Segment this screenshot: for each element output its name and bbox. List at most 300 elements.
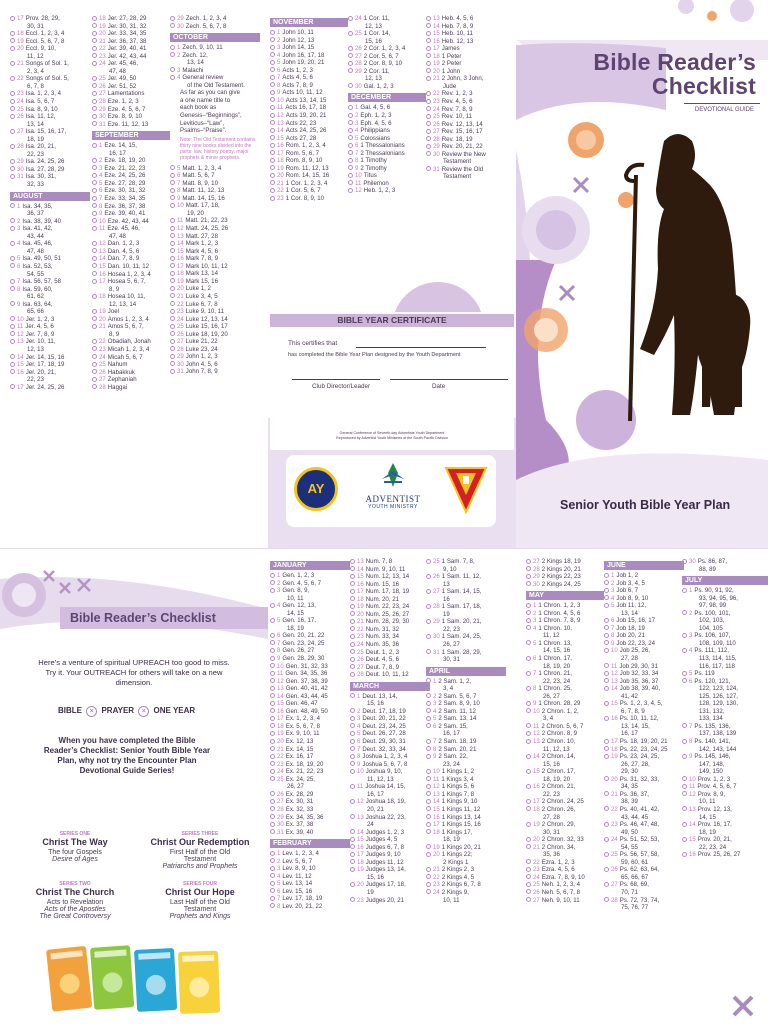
- reading-entry[interactable]: [526, 625, 604, 633]
- checkbox-circle[interactable]: [270, 739, 275, 744]
- reading-entry[interactable]: [350, 768, 430, 776]
- checkbox-circle[interactable]: [270, 858, 275, 863]
- reading-entry[interactable]: [350, 753, 430, 761]
- reading-entry[interactable]: [270, 821, 350, 829]
- checkbox-circle[interactable]: [426, 61, 431, 66]
- checkbox-circle[interactable]: [170, 75, 175, 80]
- reading-entry[interactable]: [426, 814, 506, 822]
- reading-entry[interactable]: [426, 791, 506, 799]
- reading-entry[interactable]: [348, 150, 426, 158]
- reading-entry[interactable]: [270, 888, 350, 896]
- checkbox-circle[interactable]: [10, 331, 15, 336]
- checkbox-circle[interactable]: [270, 896, 275, 901]
- reading-entry[interactable]: [350, 664, 430, 672]
- checkbox-circle[interactable]: [350, 574, 355, 579]
- reading-entry[interactable]: [170, 165, 260, 173]
- reading-entry[interactable]: [426, 75, 514, 83]
- checkbox-circle[interactable]: [270, 618, 275, 623]
- reading-entry[interactable]: [10, 384, 90, 392]
- reading-entry[interactable]: [604, 685, 684, 693]
- checkbox-circle[interactable]: [92, 61, 97, 66]
- checkbox-circle[interactable]: [604, 663, 609, 668]
- checkbox-circle[interactable]: [92, 256, 97, 261]
- checkbox-circle[interactable]: [604, 678, 609, 683]
- checkbox-circle[interactable]: [170, 324, 175, 329]
- reading-entry[interactable]: [348, 104, 426, 112]
- reading-entry[interactable]: [270, 738, 350, 746]
- reading-entry[interactable]: [10, 90, 90, 98]
- checkbox-circle[interactable]: [426, 701, 431, 706]
- reading-entry[interactable]: [270, 632, 350, 640]
- reading-entry[interactable]: [426, 723, 506, 731]
- reading-entry[interactable]: [270, 135, 348, 143]
- reading-entry[interactable]: [526, 640, 604, 648]
- checkbox-circle[interactable]: [350, 634, 355, 639]
- reading-entry[interactable]: [170, 346, 260, 354]
- reading-entry[interactable]: [426, 776, 506, 784]
- reading-entry[interactable]: [426, 60, 514, 68]
- reading-entry[interactable]: [426, 128, 514, 136]
- checkbox-circle[interactable]: [682, 588, 687, 593]
- checkbox-circle[interactable]: [348, 46, 353, 51]
- checkbox-circle[interactable]: [682, 791, 687, 796]
- reading-entry[interactable]: [10, 113, 90, 121]
- checkbox-circle[interactable]: [92, 248, 97, 253]
- checkbox-circle[interactable]: [426, 678, 431, 683]
- reading-entry[interactable]: [270, 768, 350, 776]
- checkbox-circle[interactable]: [350, 559, 355, 564]
- checkbox-circle[interactable]: [426, 791, 431, 796]
- reading-entry[interactable]: [10, 361, 90, 369]
- reading-entry[interactable]: [604, 595, 684, 603]
- reading-entry[interactable]: [170, 15, 260, 23]
- checkbox-circle[interactable]: [170, 331, 175, 336]
- checkbox-circle[interactable]: [270, 588, 275, 593]
- reading-entry[interactable]: [10, 316, 90, 324]
- reading-entry[interactable]: [92, 316, 170, 324]
- reading-entry[interactable]: [526, 844, 604, 852]
- checkbox-circle[interactable]: [348, 120, 353, 125]
- checkbox-circle[interactable]: [270, 37, 275, 42]
- checkbox-circle[interactable]: [426, 129, 431, 134]
- reading-entry[interactable]: [92, 38, 170, 46]
- reading-entry[interactable]: [426, 15, 514, 23]
- checkbox-circle[interactable]: [270, 814, 275, 819]
- checkbox-circle[interactable]: [270, 761, 275, 766]
- checkbox-circle[interactable]: [10, 339, 15, 344]
- checkbox-circle[interactable]: [526, 723, 531, 728]
- reading-entry[interactable]: [92, 75, 170, 83]
- reading-entry[interactable]: [10, 263, 90, 271]
- reading-entry[interactable]: [170, 187, 260, 195]
- reading-entry[interactable]: [270, 617, 350, 625]
- checkbox-circle[interactable]: [170, 173, 175, 178]
- reading-entry[interactable]: [682, 670, 768, 678]
- checkbox-circle[interactable]: [350, 581, 355, 586]
- reading-entry[interactable]: [170, 180, 260, 188]
- checkbox-circle[interactable]: [682, 852, 687, 857]
- reading-entry[interactable]: [10, 98, 90, 106]
- checkbox-circle[interactable]: [682, 739, 687, 744]
- reading-entry[interactable]: [170, 293, 260, 301]
- reading-entry[interactable]: [10, 30, 90, 38]
- reading-entry[interactable]: [170, 316, 260, 324]
- reading-entry[interactable]: [170, 255, 260, 263]
- reading-entry[interactable]: [426, 798, 506, 806]
- reading-entry[interactable]: [526, 573, 604, 581]
- checkbox-circle[interactable]: [270, 128, 275, 133]
- reading-entry[interactable]: [426, 45, 514, 53]
- checkbox-circle[interactable]: [526, 874, 531, 879]
- checkbox-circle[interactable]: [426, 574, 431, 579]
- reading-entry[interactable]: [350, 633, 430, 641]
- checkbox-circle[interactable]: [604, 618, 609, 623]
- reading-entry[interactable]: [92, 15, 170, 23]
- checkbox-circle[interactable]: [604, 633, 609, 638]
- checkbox-circle[interactable]: [92, 158, 97, 163]
- checkbox-circle[interactable]: [682, 678, 687, 683]
- checkbox-circle[interactable]: [92, 384, 97, 389]
- checkbox-circle[interactable]: [348, 105, 353, 110]
- reading-entry[interactable]: [350, 851, 430, 859]
- checkbox-circle[interactable]: [348, 165, 353, 170]
- reading-entry[interactable]: [604, 602, 684, 610]
- checkbox-circle[interactable]: [170, 278, 175, 283]
- checkbox-circle[interactable]: [426, 106, 431, 111]
- reading-entry[interactable]: [426, 783, 506, 791]
- reading-entry[interactable]: [350, 626, 430, 634]
- checkbox-circle[interactable]: [604, 822, 609, 827]
- checkbox-circle[interactable]: [350, 746, 355, 751]
- reading-entry[interactable]: [526, 859, 604, 867]
- checkbox-circle[interactable]: [10, 369, 15, 374]
- checkbox-circle[interactable]: [170, 339, 175, 344]
- reading-entry[interactable]: [270, 746, 350, 754]
- checkbox-circle[interactable]: [426, 151, 431, 156]
- reading-entry[interactable]: [348, 15, 426, 23]
- checkbox-circle[interactable]: [270, 663, 275, 668]
- checkbox-circle[interactable]: [92, 211, 97, 216]
- reading-entry[interactable]: [170, 202, 260, 210]
- checkbox-circle[interactable]: [270, 603, 275, 608]
- reading-entry[interactable]: [270, 865, 350, 873]
- checkbox-circle[interactable]: [270, 105, 275, 110]
- reading-entry[interactable]: [270, 685, 350, 693]
- reading-entry[interactable]: [426, 851, 506, 859]
- checkbox-circle[interactable]: [604, 588, 609, 593]
- reading-entry[interactable]: [92, 376, 170, 384]
- reading-entry[interactable]: [270, 127, 348, 135]
- reading-entry[interactable]: [270, 678, 350, 686]
- checkbox-circle[interactable]: [426, 822, 431, 827]
- checkbox-circle[interactable]: [426, 559, 431, 564]
- checkbox-circle[interactable]: [10, 354, 15, 359]
- checkbox-circle[interactable]: [350, 844, 355, 849]
- checkbox-circle[interactable]: [350, 739, 355, 744]
- checkbox-circle[interactable]: [92, 143, 97, 148]
- reading-entry[interactable]: [270, 670, 350, 678]
- checkbox-circle[interactable]: [426, 716, 431, 721]
- reading-entry[interactable]: [426, 573, 506, 581]
- checkbox-circle[interactable]: [10, 91, 15, 96]
- reading-entry[interactable]: [270, 165, 348, 173]
- checkbox-circle[interactable]: [270, 173, 275, 178]
- checkbox-circle[interactable]: [682, 754, 687, 759]
- reading-entry[interactable]: [170, 270, 260, 278]
- checkbox-circle[interactable]: [682, 837, 687, 842]
- reading-entry[interactable]: [604, 617, 684, 625]
- checkbox-circle[interactable]: [426, 769, 431, 774]
- reading-entry[interactable]: [170, 225, 260, 233]
- checkbox-circle[interactable]: [526, 618, 531, 623]
- reading-entry[interactable]: [426, 708, 506, 716]
- checkbox-circle[interactable]: [350, 611, 355, 616]
- reading-entry[interactable]: [270, 880, 350, 888]
- reading-entry[interactable]: [10, 369, 90, 377]
- checkbox-circle[interactable]: [526, 731, 531, 736]
- reading-entry[interactable]: [92, 271, 170, 279]
- checkbox-circle[interactable]: [426, 46, 431, 51]
- checkbox-circle[interactable]: [270, 671, 275, 676]
- checkbox-circle[interactable]: [348, 173, 353, 178]
- checkbox-circle[interactable]: [170, 316, 175, 321]
- checkbox-circle[interactable]: [350, 867, 355, 872]
- reading-entry[interactable]: [170, 172, 260, 180]
- reading-entry[interactable]: [526, 866, 604, 874]
- reading-entry[interactable]: [92, 121, 170, 129]
- checkbox-circle[interactable]: [350, 852, 355, 857]
- checkbox-circle[interactable]: [92, 16, 97, 21]
- checkbox-circle[interactable]: [426, 882, 431, 887]
- checkbox-circle[interactable]: [92, 369, 97, 374]
- reading-entry[interactable]: [170, 67, 260, 75]
- reading-entry[interactable]: [604, 700, 684, 708]
- checkbox-circle[interactable]: [350, 754, 355, 759]
- reading-entry[interactable]: [350, 746, 430, 754]
- checkbox-circle[interactable]: [426, 844, 431, 849]
- checkbox-circle[interactable]: [92, 362, 97, 367]
- checkbox-circle[interactable]: [92, 263, 97, 268]
- checkbox-circle[interactable]: [682, 559, 687, 564]
- checkbox-circle[interactable]: [526, 822, 531, 827]
- checkbox-circle[interactable]: [348, 68, 353, 73]
- reading-entry[interactable]: [92, 165, 170, 173]
- checkbox-circle[interactable]: [10, 159, 15, 164]
- reading-entry[interactable]: [270, 655, 350, 663]
- checkbox-circle[interactable]: [526, 769, 531, 774]
- checkbox-circle[interactable]: [350, 799, 355, 804]
- reading-entry[interactable]: [604, 866, 684, 874]
- reading-entry[interactable]: [350, 761, 430, 769]
- checkbox-circle[interactable]: [426, 806, 431, 811]
- reading-entry[interactable]: [92, 346, 170, 354]
- reading-entry[interactable]: [604, 897, 684, 905]
- reading-entry[interactable]: [270, 142, 348, 150]
- reading-entry[interactable]: [270, 776, 350, 784]
- reading-entry[interactable]: [426, 588, 506, 596]
- reading-entry[interactable]: [92, 225, 170, 233]
- reading-entry[interactable]: [426, 38, 514, 46]
- checkbox-circle[interactable]: [350, 731, 355, 736]
- checkbox-circle[interactable]: [92, 114, 97, 119]
- checkbox-circle[interactable]: [270, 90, 275, 95]
- reading-entry[interactable]: [270, 104, 348, 112]
- reading-entry[interactable]: [270, 150, 348, 158]
- reading-entry[interactable]: [426, 649, 506, 657]
- reading-entry[interactable]: [270, 873, 350, 881]
- checkbox-circle[interactable]: [604, 754, 609, 759]
- checkbox-circle[interactable]: [92, 377, 97, 382]
- checkbox-circle[interactable]: [526, 574, 531, 579]
- reading-entry[interactable]: [426, 806, 506, 814]
- reading-entry[interactable]: [682, 821, 768, 829]
- checkbox-circle[interactable]: [350, 693, 355, 698]
- reading-entry[interactable]: [350, 581, 430, 589]
- checkbox-circle[interactable]: [170, 369, 175, 374]
- reading-entry[interactable]: [170, 233, 260, 241]
- reading-entry[interactable]: [10, 106, 90, 114]
- reading-entry[interactable]: [270, 195, 348, 203]
- reading-entry[interactable]: [350, 708, 430, 716]
- checkbox-circle[interactable]: [170, 286, 175, 291]
- reading-entry[interactable]: [348, 157, 426, 165]
- checkbox-circle[interactable]: [270, 851, 275, 856]
- checkbox-circle[interactable]: [92, 53, 97, 58]
- checkbox-circle[interactable]: [10, 38, 15, 43]
- reading-entry[interactable]: [10, 143, 90, 151]
- checkbox-circle[interactable]: [348, 180, 353, 185]
- checkbox-circle[interactable]: [604, 776, 609, 781]
- reading-entry[interactable]: [350, 588, 430, 596]
- checkbox-circle[interactable]: [10, 129, 15, 134]
- reading-entry[interactable]: [350, 814, 430, 822]
- reading-entry[interactable]: [350, 715, 430, 723]
- checkbox-circle[interactable]: [10, 99, 15, 104]
- reading-entry[interactable]: [92, 248, 170, 256]
- reading-entry[interactable]: [526, 617, 604, 625]
- reading-entry[interactable]: [350, 881, 430, 889]
- reading-entry[interactable]: [92, 23, 170, 31]
- reading-entry[interactable]: [604, 836, 684, 844]
- reading-entry[interactable]: [426, 844, 506, 852]
- checkbox-circle[interactable]: [10, 174, 15, 179]
- reading-entry[interactable]: [92, 354, 170, 362]
- checkbox-circle[interactable]: [270, 180, 275, 185]
- reading-entry[interactable]: [92, 157, 170, 165]
- reading-entry[interactable]: [348, 30, 426, 38]
- reading-entry[interactable]: [92, 255, 170, 263]
- reading-entry[interactable]: [270, 798, 350, 806]
- checkbox-circle[interactable]: [270, 716, 275, 721]
- reading-entry[interactable]: [604, 851, 684, 859]
- checkbox-circle[interactable]: [10, 46, 15, 51]
- checkbox-circle[interactable]: [426, 776, 431, 781]
- checkbox-circle[interactable]: [426, 852, 431, 857]
- checkbox-circle[interactable]: [10, 301, 15, 306]
- reading-entry[interactable]: [350, 603, 430, 611]
- checkbox-circle[interactable]: [270, 903, 275, 908]
- checkbox-circle[interactable]: [350, 664, 355, 669]
- checkbox-circle[interactable]: [426, 829, 431, 834]
- reading-entry[interactable]: [10, 301, 90, 309]
- checkbox-circle[interactable]: [682, 822, 687, 827]
- checkbox-circle[interactable]: [348, 128, 353, 133]
- reading-entry[interactable]: [426, 753, 506, 761]
- checkbox-circle[interactable]: [682, 610, 687, 615]
- checkbox-circle[interactable]: [92, 218, 97, 223]
- reading-entry[interactable]: [682, 836, 768, 844]
- checkbox-circle[interactable]: [92, 271, 97, 276]
- checkbox-circle[interactable]: [270, 143, 275, 148]
- reading-entry[interactable]: [350, 566, 430, 574]
- reading-entry[interactable]: [10, 128, 90, 136]
- reading-entry[interactable]: [526, 700, 604, 708]
- checkbox-circle[interactable]: [92, 203, 97, 208]
- checkbox-circle[interactable]: [270, 150, 275, 155]
- checkbox-circle[interactable]: [10, 226, 15, 231]
- checkbox-circle[interactable]: [426, 144, 431, 149]
- checkbox-circle[interactable]: [10, 286, 15, 291]
- reading-entry[interactable]: [348, 120, 426, 128]
- reading-entry[interactable]: [426, 98, 514, 106]
- reading-entry[interactable]: [682, 632, 768, 640]
- checkbox-circle[interactable]: [270, 52, 275, 57]
- checkbox-circle[interactable]: [270, 731, 275, 736]
- reading-entry[interactable]: [526, 723, 604, 731]
- checkbox-circle[interactable]: [426, 739, 431, 744]
- checkbox-circle[interactable]: [92, 279, 97, 284]
- reading-entry[interactable]: [10, 45, 90, 53]
- reading-entry[interactable]: [92, 142, 170, 150]
- reading-entry[interactable]: [526, 670, 604, 678]
- checkbox-circle[interactable]: [92, 188, 97, 193]
- checkbox-circle[interactable]: [10, 144, 15, 149]
- reading-entry[interactable]: [350, 738, 430, 746]
- checkbox-circle[interactable]: [350, 619, 355, 624]
- checkbox-circle[interactable]: [348, 16, 353, 21]
- reading-entry[interactable]: [526, 730, 604, 738]
- reading-entry[interactable]: [170, 323, 260, 331]
- checkbox-circle[interactable]: [10, 166, 15, 171]
- reading-entry[interactable]: [92, 83, 170, 91]
- checkbox-circle[interactable]: [604, 806, 609, 811]
- reading-entry[interactable]: [270, 903, 350, 911]
- reading-entry[interactable]: [426, 700, 506, 708]
- checkbox-circle[interactable]: [170, 354, 175, 359]
- reading-entry[interactable]: [270, 715, 350, 723]
- reading-entry[interactable]: [10, 203, 90, 211]
- checkbox-circle[interactable]: [350, 657, 355, 662]
- checkbox-circle[interactable]: [426, 754, 431, 759]
- checkbox-circle[interactable]: [10, 362, 15, 367]
- reading-entry[interactable]: [350, 798, 430, 806]
- reading-entry[interactable]: [270, 37, 348, 45]
- checkbox-circle[interactable]: [604, 716, 609, 721]
- reading-entry[interactable]: [270, 82, 348, 90]
- reading-entry[interactable]: [92, 369, 170, 377]
- reading-entry[interactable]: [604, 881, 684, 889]
- reading-entry[interactable]: [426, 715, 506, 723]
- checkbox-circle[interactable]: [350, 761, 355, 766]
- checkbox-circle[interactable]: [10, 316, 15, 321]
- checkbox-circle[interactable]: [348, 61, 353, 66]
- checkbox-circle[interactable]: [604, 648, 609, 653]
- checkbox-circle[interactable]: [270, 82, 275, 87]
- reading-entry[interactable]: [270, 708, 350, 716]
- checkbox-circle[interactable]: [270, 196, 275, 201]
- checkbox-circle[interactable]: [526, 566, 531, 571]
- reading-entry[interactable]: [426, 68, 514, 76]
